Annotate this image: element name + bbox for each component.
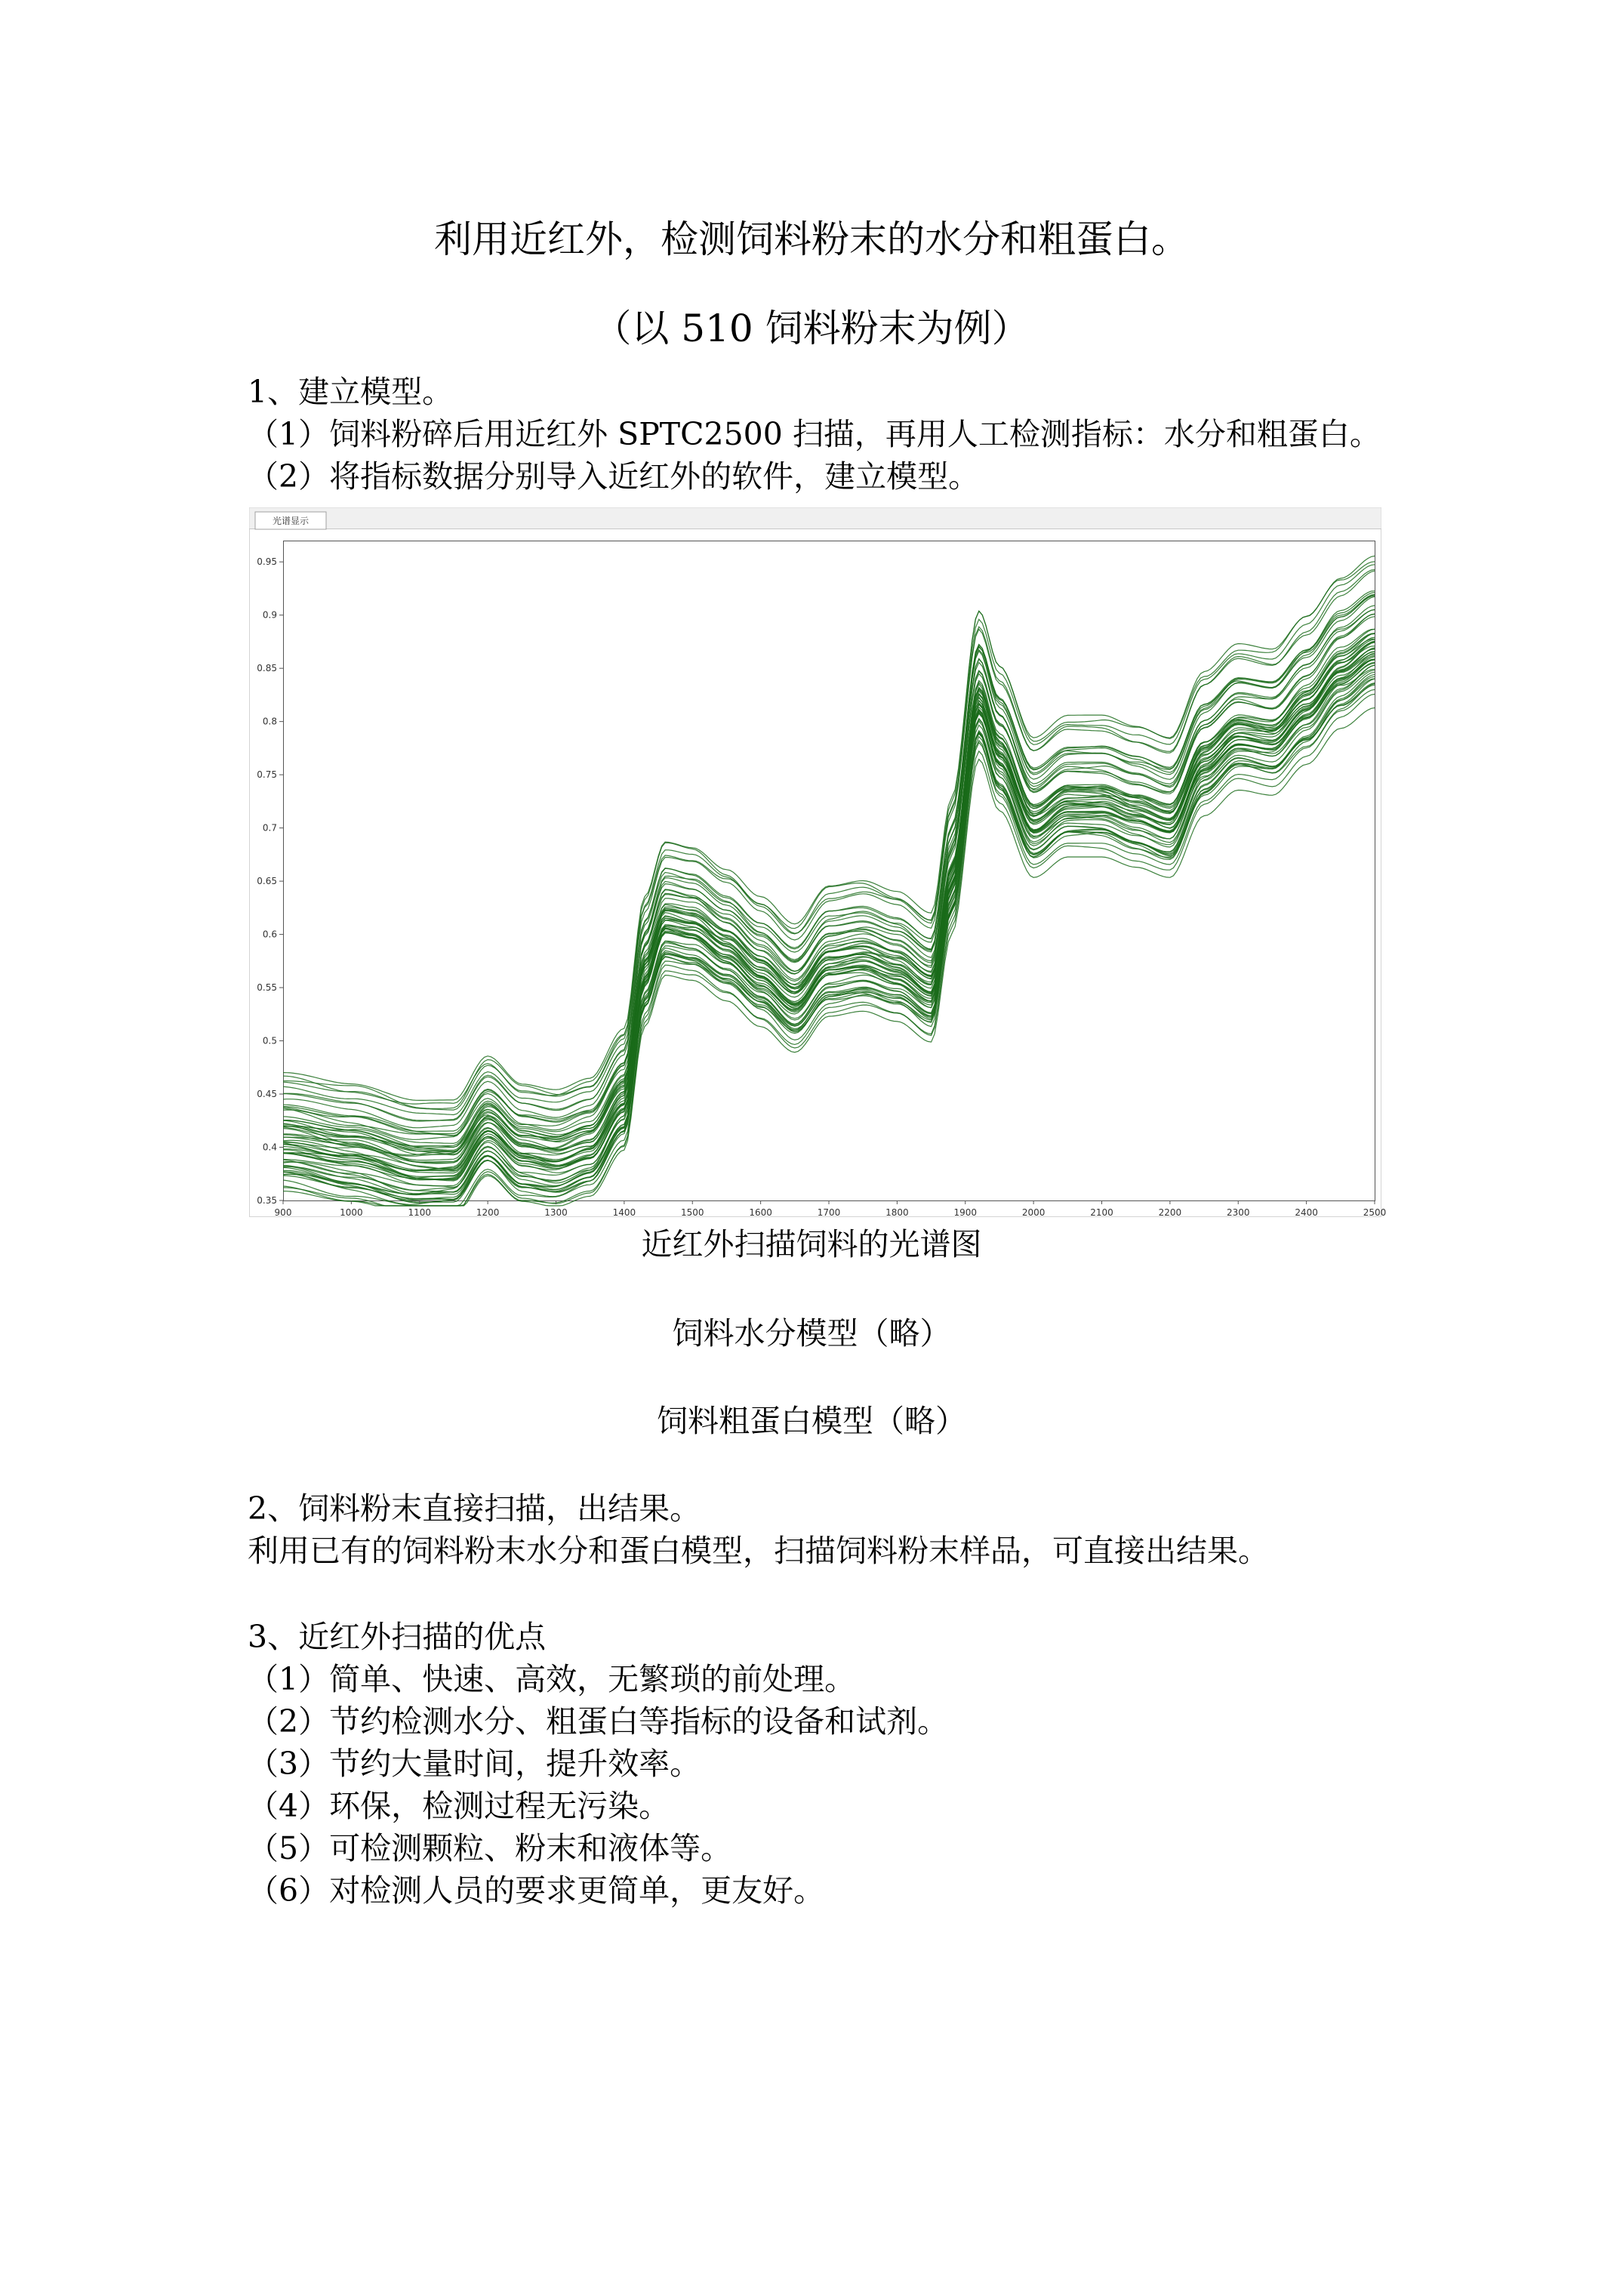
section3-item-2: （2）节约检测水分、粗蛋白等指标的设备和试剂。 xyxy=(248,1703,949,1740)
x-tick-label: 1100 xyxy=(408,1207,432,1218)
x-tick-label: 900 xyxy=(274,1207,292,1218)
spectrum-figure xyxy=(249,507,1387,1218)
section3-item-1: （1）简单、快速、高效，无繁琐的前处理。 xyxy=(248,1661,856,1697)
y-tick-label: 0.35 xyxy=(257,1195,277,1206)
section1-item-1: （1）饲料粉碎后用近红外 SPTC2500 扫描，再用人工检测指标：水分和粗蛋白。 xyxy=(248,416,1381,452)
y-tick-label: 0.45 xyxy=(257,1089,277,1100)
section1-item-2: （2）将指标数据分别导入近红外的软件，建立模型。 xyxy=(248,458,980,495)
x-tick-label: 1000 xyxy=(340,1207,363,1218)
tab-spectrum-display-label: 光谱显示 xyxy=(272,516,310,526)
x-tick-label: 1900 xyxy=(953,1207,978,1218)
x-tick-label: 1500 xyxy=(680,1207,704,1218)
x-tick-label: 1400 xyxy=(612,1207,636,1218)
x-tick-label: 2200 xyxy=(1158,1207,1182,1218)
x-tick-label: 2300 xyxy=(1226,1207,1250,1218)
section3-item-3: （3）节约大量时间，提升效率。 xyxy=(248,1746,701,1782)
section1-heading: 1、建立模型。 xyxy=(248,374,454,410)
x-tick-label: 1300 xyxy=(544,1207,568,1218)
section3-heading: 3、近红外扫描的优点 xyxy=(248,1619,547,1655)
protein-model-note: 饲料粗蛋白模型（略） xyxy=(657,1403,966,1439)
section2-text: 利用已有的饲料粉末水分和蛋白模型，扫描饲料粉末样品，可直接出结果。 xyxy=(248,1533,1269,1569)
section3-item-4: （4）环保，检测过程无污染。 xyxy=(248,1788,670,1824)
x-tick-label: 1200 xyxy=(476,1207,500,1218)
y-tick-label: 0.8 xyxy=(262,716,277,727)
section2-heading: 2、饲料粉末直接扫描，出结果。 xyxy=(248,1490,701,1527)
y-tick-label: 0.4 xyxy=(262,1142,277,1153)
x-tick-label: 2000 xyxy=(1021,1207,1046,1218)
section3-item-6: （6）对检测人员的要求更简单，更友好。 xyxy=(248,1872,825,1909)
x-tick-label: 2100 xyxy=(1090,1207,1113,1218)
x-tick-label: 1700 xyxy=(817,1207,841,1218)
page-subtitle: （以 510 饲料粉末为例） xyxy=(593,307,1030,350)
y-tick-label: 0.95 xyxy=(257,556,277,568)
page-title: 利用近红外，检测饲料粉末的水分和粗蛋白。 xyxy=(434,217,1189,261)
y-tick-label: 0.55 xyxy=(257,982,277,994)
y-tick-label: 0.65 xyxy=(257,876,277,887)
section3-item-5: （5）可检测颗粒、粉末和液体等。 xyxy=(248,1830,732,1866)
y-tick-label: 0.85 xyxy=(257,663,277,674)
y-tick-label: 0.6 xyxy=(262,929,277,940)
moisture-model-note: 饲料水分模型（略） xyxy=(672,1315,951,1351)
figure-caption: 近红外扫描饲料的光谱图 xyxy=(641,1226,982,1262)
y-tick-label: 0.75 xyxy=(257,769,277,781)
y-tick-label: 0.7 xyxy=(262,822,277,834)
x-tick-label: 2400 xyxy=(1295,1207,1318,1218)
tab-strip xyxy=(250,508,1381,529)
y-tick-label: 0.9 xyxy=(262,609,277,621)
plot-area xyxy=(284,541,1375,1201)
spectrum-chart xyxy=(249,507,1387,1218)
y-tick-label: 0.5 xyxy=(262,1035,277,1046)
x-tick-label: 2500 xyxy=(1363,1207,1387,1218)
x-tick-label: 1600 xyxy=(749,1207,772,1218)
x-tick-label: 1800 xyxy=(885,1207,909,1218)
